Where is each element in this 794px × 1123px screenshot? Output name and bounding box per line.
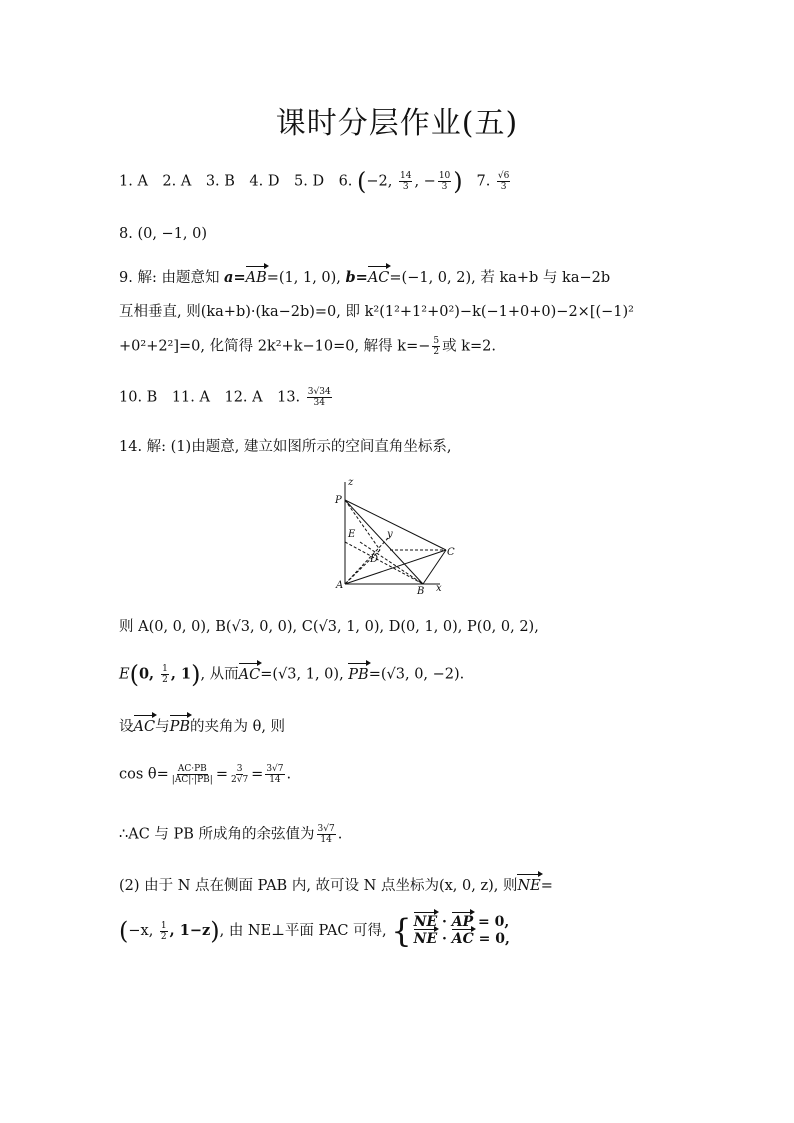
q9-line-3: +0²+2²]=0, 化简得 2k²+k−10=0, 解得 k=− $\frac{5}{2}$ 或 k=2. <box>119 336 497 357</box>
q13-fraction: $\frac{3√34}{34}$ <box>307 387 331 408</box>
q7-label: 7. <box>476 173 495 190</box>
figure-label-x: x <box>436 583 442 594</box>
figure-label-a: A <box>336 580 344 591</box>
figure-label-d: D <box>370 554 379 565</box>
q9-line-2: 互相垂直, 则(ka+b)·(ka−2b)=0, 即 k²(1²+1²+0²)−k(−1+0+0)−2×[(−1)² <box>119 304 634 320</box>
answers-1-7: 1. A 2. A 3. B 4. D 5. D 6. (−2, $\frac{14}{3}$ , − $\frac{10}{3}$ ) 7. $\frac{√6}{3}$ <box>119 167 510 196</box>
answers-10-13: 10. B 11. A 12. A 13. $\frac{3√34}{34}$ <box>119 387 331 408</box>
answers-text: 1. A 2. A 3. B 4. D 5. D 6. <box>119 173 358 190</box>
figure-label-y: y <box>387 529 393 540</box>
figure-label-e: E <box>348 529 356 540</box>
answer-8: 8. (0, −1, 0) <box>119 226 208 242</box>
equation-system: { NE · AP = 0, NE · AC = 0, <box>391 912 510 950</box>
q6-z-fraction: $\frac{10}{3}$ <box>438 171 451 192</box>
figure-label-c: C <box>447 547 455 558</box>
page-title: 课时分层作业(五) <box>275 106 519 141</box>
figure-label-p: P <box>335 495 342 506</box>
q9-line-1: 9. 解: 由题意知 a=AB=(1, 1, 0), b=AC=(−1, 0, 2), 若 ka+b 与 ka−2b <box>119 269 611 286</box>
figure-label-z: z <box>348 477 354 488</box>
figure-label-b: B <box>417 586 425 597</box>
q14-angle: 设AC与PB的夹角为 θ, 则 <box>119 719 286 735</box>
q14-coords-1: 则 A(0, 0, 0), B(√3, 0, 0), C(√3, 1, 0), D(0, 1, 0), P(0, 0, 2), <box>119 619 539 635</box>
q14-cos: cos θ= $\frac{AC\cdot PB}{|AC|\cdot|PB|}$ = $\frac{3}{2√7}$ = $\frac{3√7}{14}$ . <box>119 764 292 785</box>
q6-x: −2, <box>366 173 393 190</box>
q14-intro: 14. 解: (1)由题意, 建立如图所示的空间直角坐标系, <box>119 439 452 455</box>
q6-y-fraction: $\frac{14}{3}$ <box>399 171 412 192</box>
q7-fraction: $\frac{√6}{3}$ <box>497 171 510 192</box>
q14-conclusion: ∴AC 与 PB 所成角的余弦值为 $\frac{3√7}{14}$ . <box>119 824 343 845</box>
q14-coords-2: E(0, $\frac{1}{2}$ , 1), 从而AC=(√3, 1, 0), PB=(√3, 0, −2). <box>119 660 465 689</box>
coordinate-figure <box>330 476 460 598</box>
q14-part2-line2: (−x, $\frac{1}{2}$ , 1−z), 由 NE⊥平面 PAC 可得, { NE · AP = 0, NE · AC = 0, <box>119 912 510 950</box>
q14-part2-line1: (2) 由于 N 点在侧面 PAB 内, 故可设 N 点坐标为(x, 0, z), 则NE= <box>119 878 553 894</box>
